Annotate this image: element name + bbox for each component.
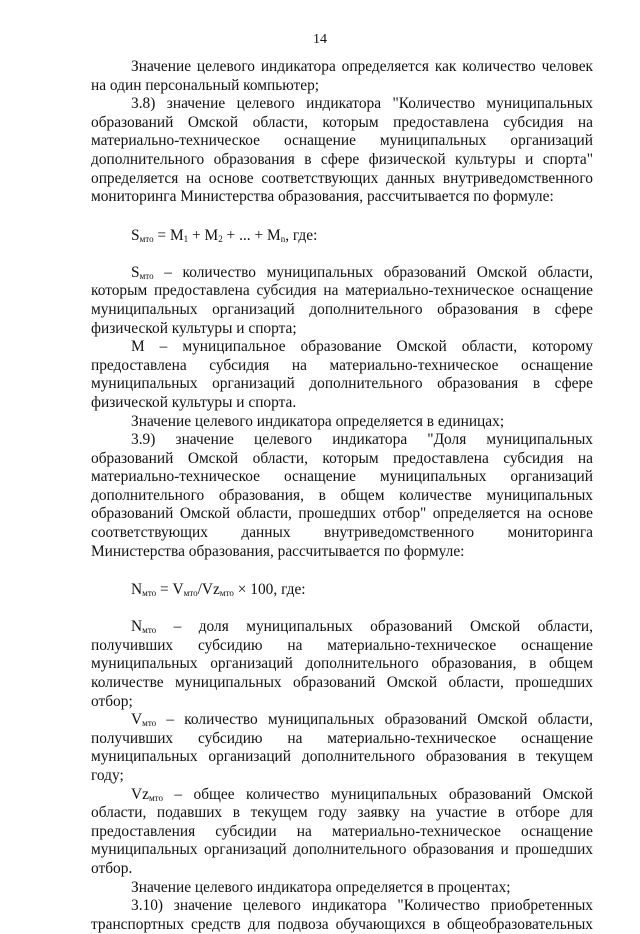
page-body — [91, 58, 593, 934]
paragraph-3-10: 3.10) значение целевого индикатора "Количество приобретенных транспортных средств для подвоза обучающихся в общеобразовательных — [91, 897, 593, 933]
paragraph-percent: Значение целевого индикатора определяется в процентах; — [131, 878, 511, 896]
paragraph-pc-indicator: Значение целевого индикатора определяется как количество человек на один персональный компьютер; — [91, 58, 593, 94]
definition-s-mto: $S_{мто}$ – количество муниципальных образований Омской области, которым предоставлена субсидия на материально-техническое оснащение муниципальных организаций дополнительного образования в сфере физической культуры и спорта; — [91, 263, 593, 337]
formula-s-mto: $S_{мто} = M_1 + M_2$ + ... + $M_n$, где: — [131, 226, 318, 244]
formula-n-mto: $N_{мто} = V_{мто}/Vz_{мто} \times 100$, где: — [131, 581, 306, 599]
definition-vz-mto: $Vz_{мто}$ – общее количество муниципальных образований Омской области, подавших в текущем году заявку на участие в отборе для предоставления субсидии на материально-техническое оснащение муниципальных организаций дополнительного образования и прошедших отбор. — [91, 785, 593, 877]
paragraph-3-8: 3.8) значение целевого индикатора "Количество муниципальных образований Омской области, которым предоставлена субсидия на материально-техническое оснащение муниципальных организаций дополнительного образования в сфере физической культуры и спорта" определяется на основе соответствующих данных внутриведомственного мониторинга Министерства образования, рассчитывается по формуле: — [91, 95, 593, 206]
page-number: 14 — [313, 32, 327, 47]
paragraph-3-9: 3.9) значение целевого индикатора "Доля муниципальных образований Омской области, которым предоставлена субсидия на материально-техническое оснащение муниципальных организаций дополнительного образования, в общем количестве муниципальных образований Омской области, прошедших отбор" определяется на основе соответствующих данных внутриведомственного мониторинга Министерства образования, рассчитывается по формуле: — [91, 431, 593, 560]
paragraph-units: Значение целевого индикатора определяется в единицах; — [131, 412, 505, 430]
definition-v-mto: $V_{мто}$ – количество муниципальных образований Омской области, получивших субсидию на материально-техническое оснащение муниципальных организаций дополнительного образования в текущем году; — [91, 711, 593, 784]
definition-n-mto: $N_{мто}$ – доля муниципальных образований Омской области, получивших субсидию на материально-техническое оснащение муниципальных организаций дополнительного образования, в общем количестве муниципальных образований Омской области, прошедших отбор; — [91, 618, 593, 710]
definition-m: М – муниципальное образование Омской области, которому предоставлена субсидия на материально-техническое оснащение муниципальных организаций дополнительного образования в сфере физической культуры и спорта. — [91, 338, 593, 411]
